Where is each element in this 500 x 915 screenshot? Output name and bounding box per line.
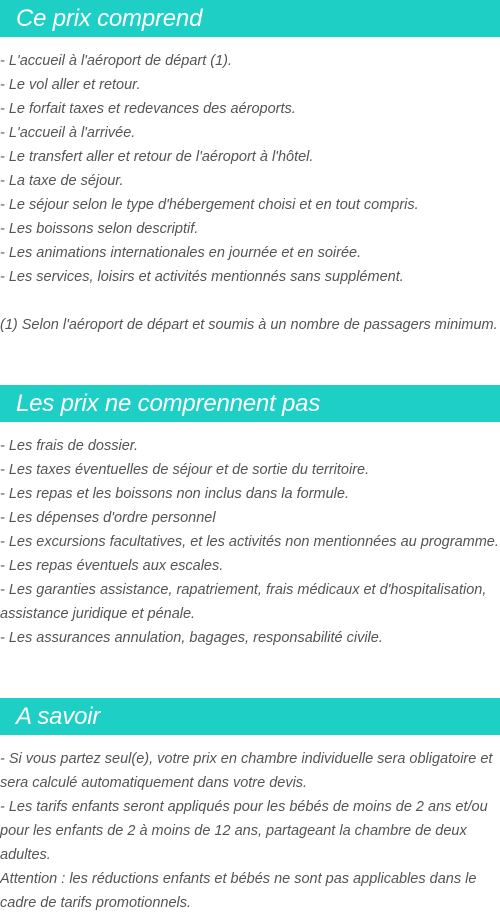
list-item: - Les assurances annulation, bagages, responsabilité civile.: [0, 630, 383, 646]
good-to-know-title: A savoir: [16, 703, 101, 730]
list-item: - Les repas et les boissons non inclus dans la formule.: [0, 486, 349, 502]
list-item: Attention : les réductions enfants et bébés ne sont pas applicables dans le cadre de tarifs promotionnels.: [0, 871, 477, 911]
list-item: - Le transfert aller et retour de l'aéroport à l'hôtel.: [0, 149, 314, 165]
good-to-know-list: [0, 747, 500, 915]
price-excludes-list: [0, 434, 500, 650]
list-item: - Le vol aller et retour.: [0, 77, 141, 93]
price-excludes-section: [0, 385, 500, 650]
list-item: - Le forfait taxes et redevances des aéroports.: [0, 101, 296, 117]
list-item: - Les animations internationales en journée et en soirée.: [0, 245, 362, 261]
price-includes-header: [0, 0, 500, 37]
list-item: - Si vous partez seul(e), votre prix en chambre individuelle sera obligatoire et sera calculé automatiquement dans votre devis.: [0, 751, 493, 791]
list-item: - Les repas éventuels aux escales.: [0, 558, 224, 574]
price-includes-list: [0, 49, 500, 289]
list-item: - La taxe de séjour.: [0, 173, 124, 189]
price-includes-section: [0, 0, 500, 337]
list-item: - Les services, loisirs et activités mentionnés sans supplément.: [0, 269, 404, 285]
good-to-know-section: [0, 698, 500, 915]
price-includes-title: Ce prix comprend: [16, 5, 203, 32]
list-item: - Les dépenses d'ordre personnel: [0, 510, 216, 526]
list-item: - Les tarifs enfants seront appliqués pour les bébés de moins de 2 ans et/ou pour les enfants de 2 à moins de 12 ans, partageant la chambre de deux adultes.: [0, 799, 488, 863]
list-item: - Les taxes éventuelles de séjour et de sortie du territoire.: [0, 462, 370, 478]
list-item: - L'accueil à l'aéroport de départ (1).: [0, 53, 233, 69]
good-to-know-header: [0, 698, 500, 735]
list-item: - Les excursions facultatives, et les activités non mentionnées au programme.: [0, 534, 499, 550]
list-item: - Le séjour selon le type d'hébergement choisi et en tout compris.: [0, 197, 419, 213]
price-excludes-title: Les prix ne comprennent pas: [16, 390, 321, 417]
list-item: - L'accueil à l'arrivée.: [0, 125, 136, 141]
list-item: - Les frais de dossier.: [0, 438, 139, 454]
list-item: - Les garanties assistance, rapatriement, frais médicaux et d'hospitalisation, assistance juridique et pénale.: [0, 582, 487, 622]
price-excludes-header: [0, 385, 500, 422]
footnote: (1) Selon l'aéroport de départ et soumis à un nombre de passagers minimum.: [0, 317, 498, 333]
list-item: - Les boissons selon descriptif.: [0, 221, 199, 237]
